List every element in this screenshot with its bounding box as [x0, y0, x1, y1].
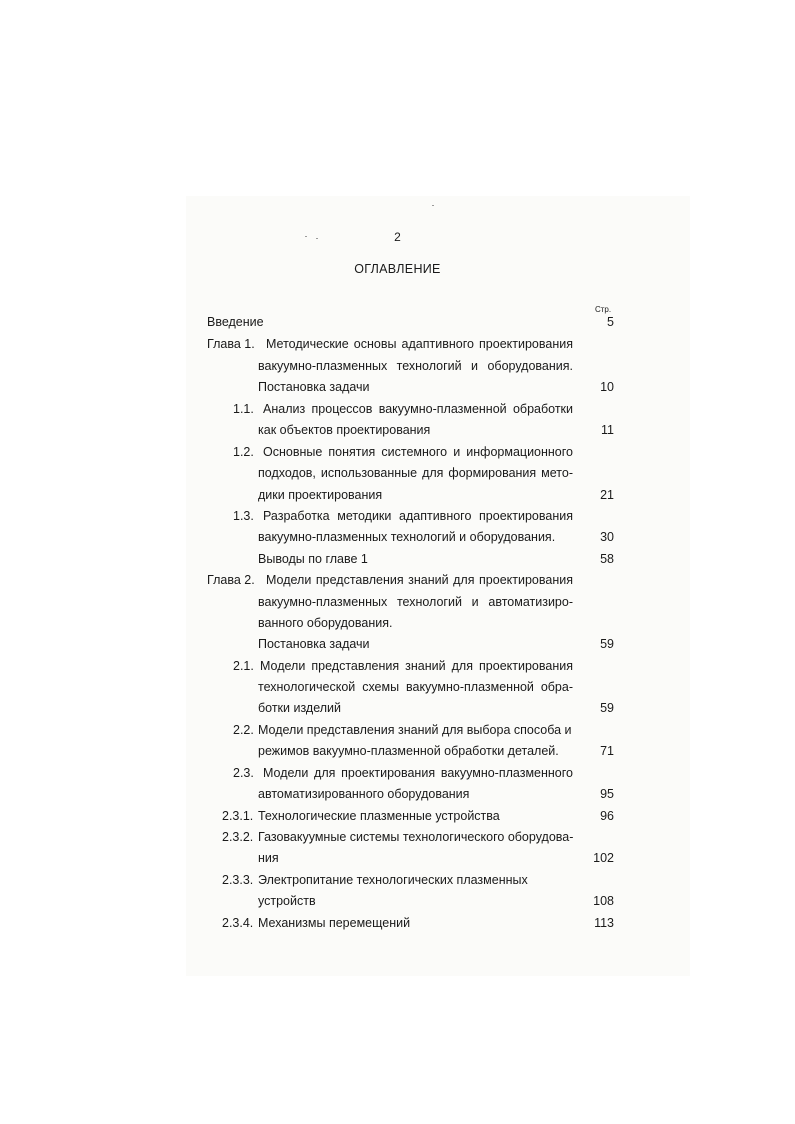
toc-entry-line: Модели представления знаний для выбора способа и [258, 723, 572, 737]
toc-entry-line: ния [258, 851, 279, 865]
toc-entry-page: 96 [600, 809, 614, 823]
toc-entry-line: автоматизированного оборудования [258, 787, 470, 801]
toc-entry-text: Введение [207, 315, 264, 329]
toc-entry-line: Модели представления знаний для проектирования [266, 573, 573, 587]
toc-entry-number: Глава 2. [207, 573, 255, 587]
toc-entry-line: Разработка методики адаптивного проектирования [263, 509, 573, 523]
toc-entry-line: Основные понятия системного и информационного [263, 445, 573, 459]
toc-entry-page: 102 [593, 851, 614, 865]
toc-entry-page: 21 [600, 488, 614, 502]
toc-entry-line: Анализ процессов вакуумно-плазменной обработки [263, 402, 573, 416]
toc-entry-page: 108 [593, 894, 614, 908]
toc-title: ОГЛАВЛЕНИЕ [354, 262, 441, 276]
toc-entry-page: 59 [600, 637, 614, 651]
toc-entry-line: Модели для проектирования вакуумно-плазменного [263, 766, 573, 780]
toc-entry-line: Выводы по главе 1 [258, 552, 368, 566]
toc-entry-line: режимов вакуумно-плазменной обработки деталей. [258, 744, 559, 758]
toc-entry-number: 2.2. [233, 723, 254, 737]
toc-entry-line: устройств [258, 894, 316, 908]
toc-entry-number: Глава 1. [207, 337, 255, 351]
toc-entry-page: 113 [594, 916, 614, 930]
toc-entry-number: 2.3.3. [222, 873, 254, 887]
toc-entry-line: Электропитание технологических плазменных [258, 873, 528, 887]
toc-entry-line: ботки изделий [258, 701, 342, 715]
toc-entry-page: 5 [607, 315, 614, 329]
toc-entry-line: Механизмы перемещений [258, 916, 411, 930]
page-number: 2 [394, 230, 401, 244]
toc-entry-line: подходов, использованные для формирования мето- [258, 466, 573, 480]
toc-entry-line: Методические основы адаптивного проектирования [266, 337, 573, 351]
toc-entry-line: как объектов проектирования [258, 423, 431, 437]
scan-speck [432, 205, 434, 206]
toc-entry-number: 2.3.4. [222, 916, 254, 930]
toc-entry-number: 1.3. [233, 509, 254, 523]
toc-entry-number: 1.2. [233, 445, 254, 459]
toc-entry-number: 2.1. [233, 659, 254, 673]
toc-entry-line: Газовакуумные системы технологического оборудова- [258, 830, 574, 844]
toc-entry-line: вакуумно-плазменных технологий и оборудования. [258, 530, 556, 544]
toc-entry-line: Постановка задачи [258, 380, 370, 394]
toc-entry-page: 95 [600, 787, 614, 801]
toc-entry-line: вакуумно-плазменных технологий и автоматизиро- [258, 595, 573, 609]
toc-entry-line: Модели представления знаний для проектирования [260, 659, 573, 673]
toc-entry-number: 1.1. [233, 402, 254, 416]
toc-entry-number: 2.3. [233, 766, 254, 780]
toc-entry-line: Технологические плазменные устройства [258, 809, 500, 823]
toc-entry-line: технологической схемы вакуумно-плазменной обра- [258, 680, 573, 694]
toc-entry-line: Постановка задачи [258, 637, 370, 651]
toc-entry-page: 11 [601, 423, 614, 437]
toc-entry-page: 10 [600, 380, 614, 394]
toc-entry-page: 59 [600, 701, 614, 715]
toc-entry-number: 2.3.1. [222, 809, 254, 823]
toc-entry-number: 2.3.2. [222, 830, 254, 844]
toc-entry-line: дики проектирования [258, 488, 383, 502]
toc-entry-line: ванного оборудования. [258, 616, 393, 630]
toc-entry-page: 30 [600, 530, 614, 544]
toc-entry-page: 71 [600, 744, 614, 758]
pages-column-header: Стр. [594, 305, 612, 314]
toc-entry-page: 58 [600, 552, 614, 566]
toc-entry-line: вакуумно-плазменных технологий и оборудования. [258, 359, 573, 373]
